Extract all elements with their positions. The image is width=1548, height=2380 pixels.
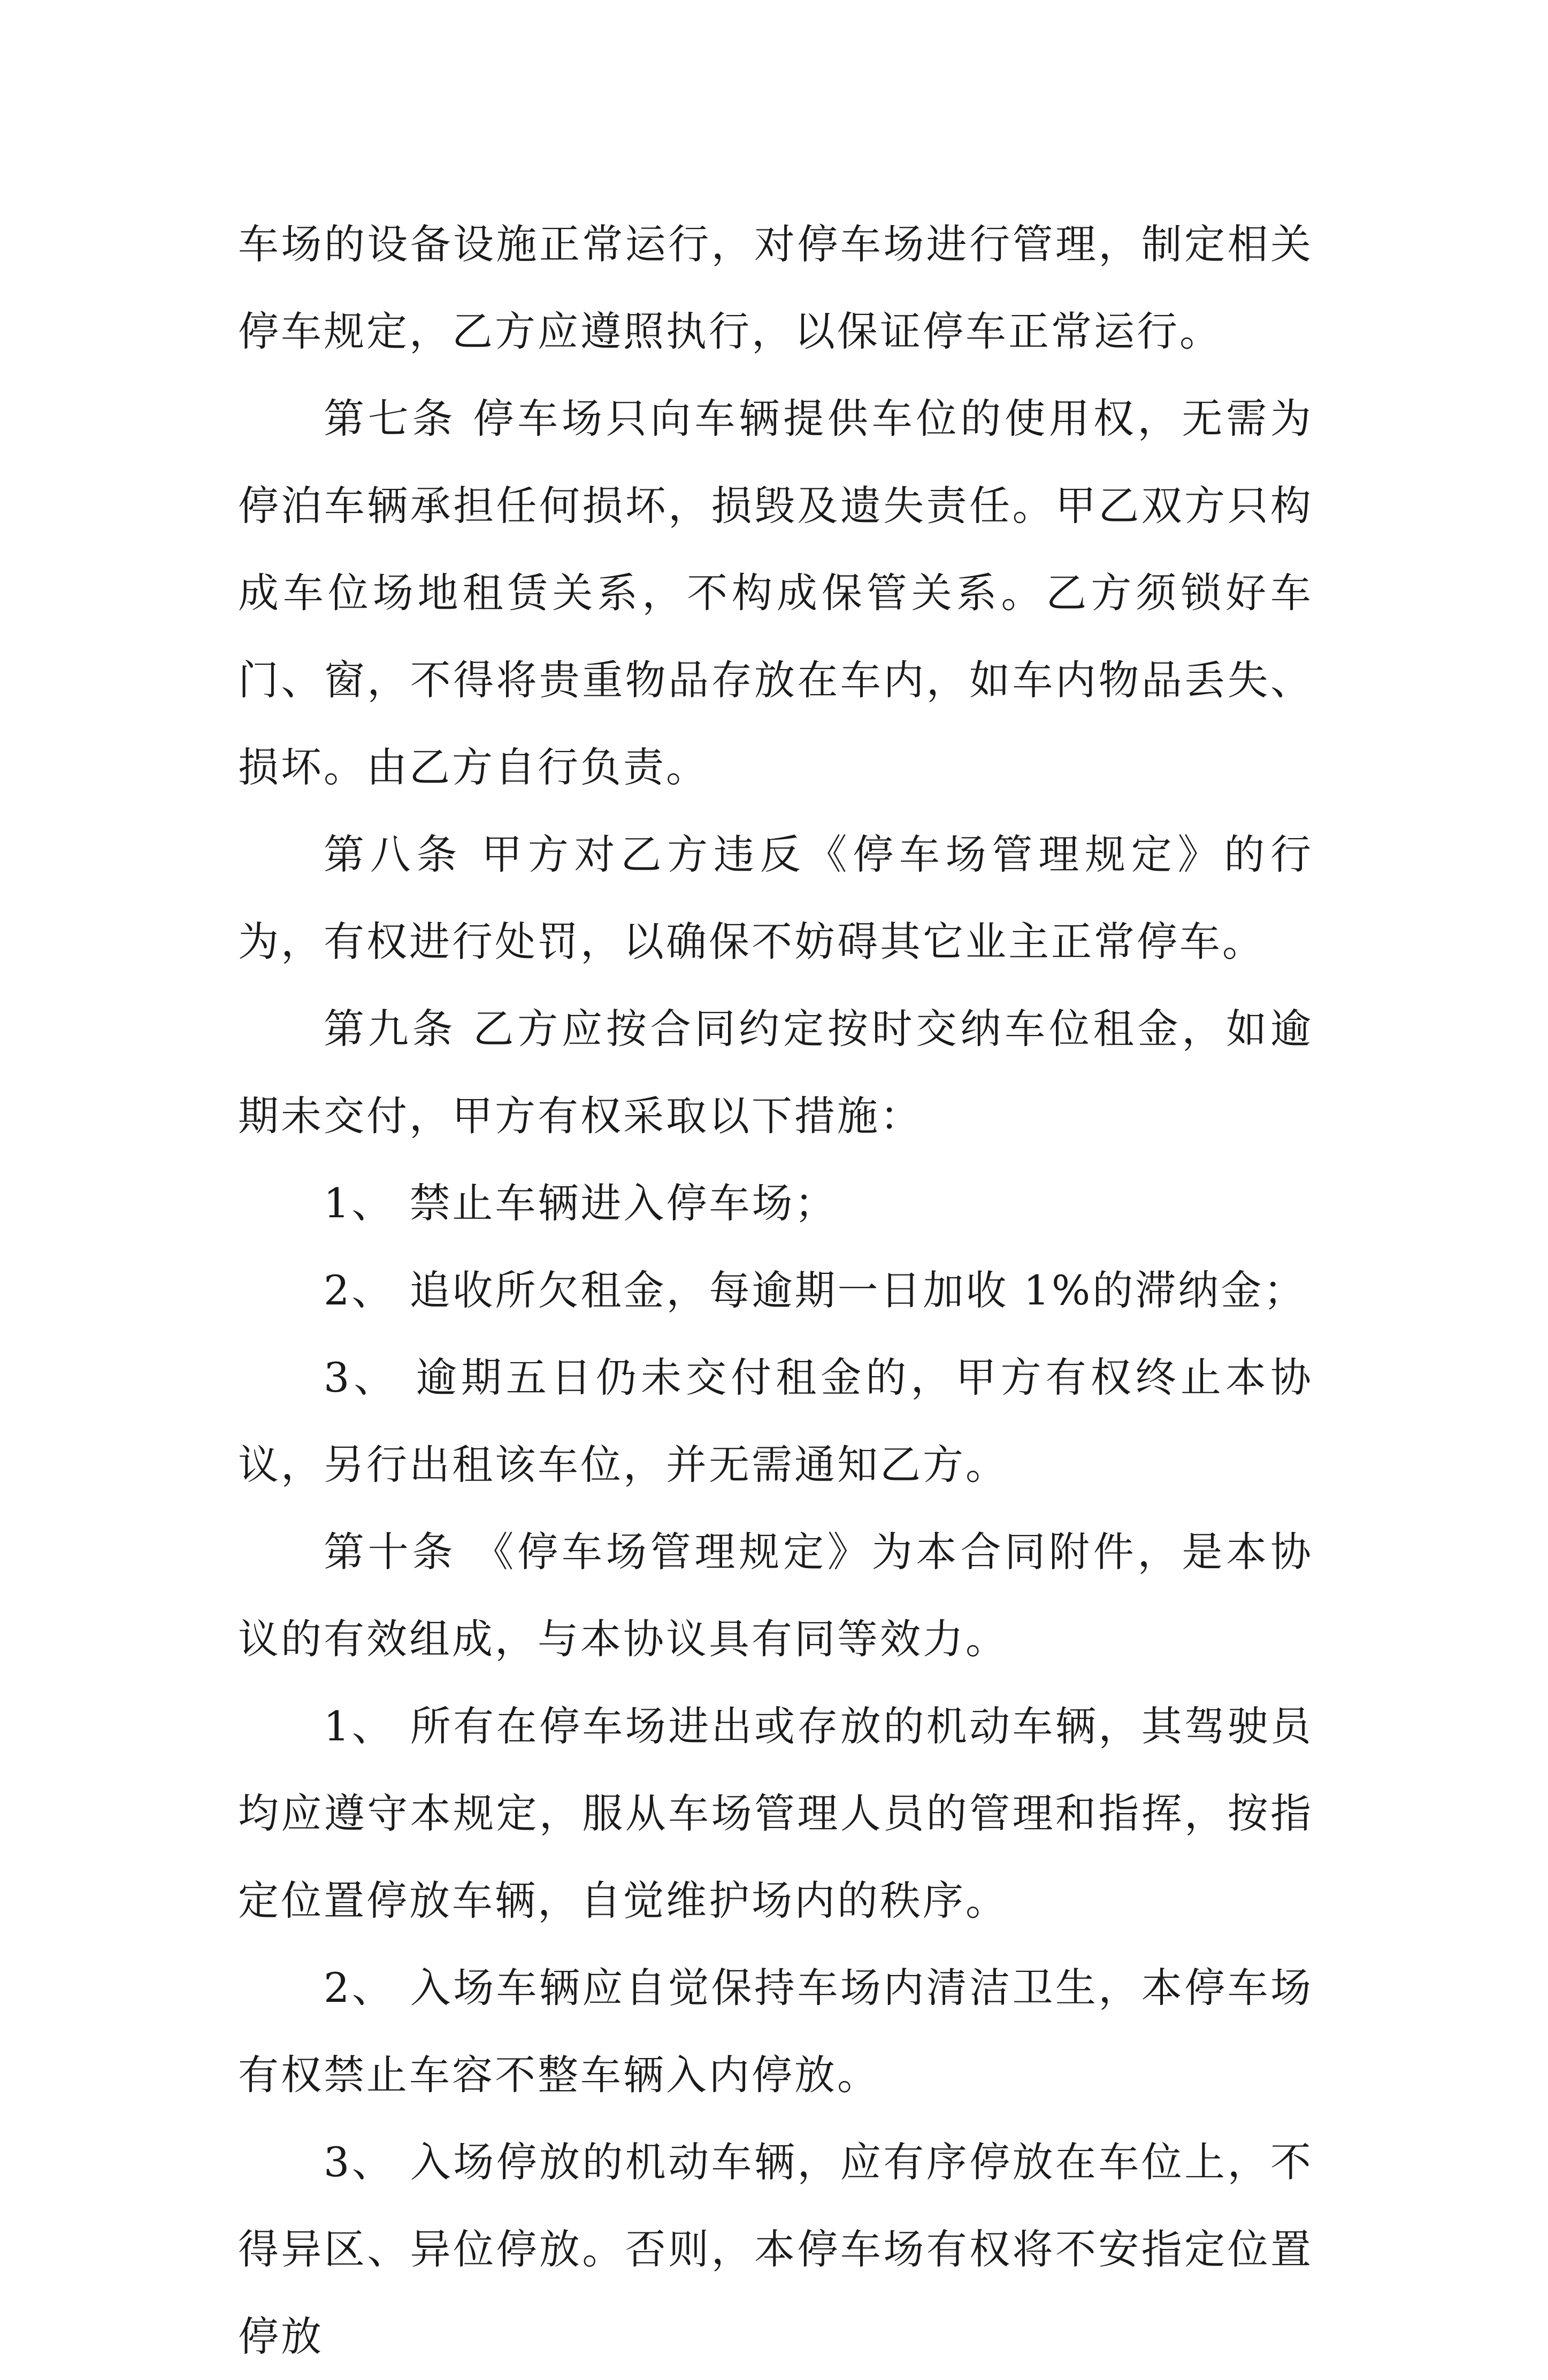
paragraph-article-7: 第七条 停车场只向车辆提供车位的使用权，无需为停泊车辆承担任何损坏，损毁及遗失责任。甲乙双方只构成车位场地租赁关系，不构成保管关系。乙方须锁好车门、窗，不得将贵重物品存放在车内，如车内物品丢失、损坏。由乙方自行负责。 [238,395,1313,791]
paragraph-continued-facilities: 车场的设备设施正常运行，对停车场进行管理，制定相关停车规定，乙方应遵照执行，以保证停车正常运行。 [238,220,1313,355]
paragraph-article-9: 第九条 乙方应按合同约定按时交纳车位租金，如逾期未交付，甲方有权采取以下措施： [238,1005,1313,1140]
list-item-article-10-1: 1、 所有在停车场进出或存放的机动车辆，其驾驶员均应遵守本规定，服从车场管理人员的管理和指挥，按指定位置停放车辆，自觉维护场内的秩序。 [238,1702,1313,1924]
list-item-article-9-2: 2、 追收所欠租金，每逾期一日加收 1%的滞纳金； [324,1266,1307,1314]
document-body [238,201,1313,2380]
list-item-article-10-2: 2、 入场车辆应自觉保持车场内清洁卫生，本停车场有权禁止车容不整车辆入内停放。 [238,1964,1313,2099]
list-item-article-9-1: 1、 禁止车辆进入停车场； [324,1179,838,1227]
paragraph-article-8: 第八条 甲方对乙方违反《停车场管理规定》的行为，有权进行处罚，以确保不妨碍其它业主正常停车。 [238,831,1313,965]
list-item-article-10-3: 3、 入场停放的机动车辆，应有序停放在车位上，不得异区、异位停放。否则，本停车场有权将不安指定位置停放 [238,2138,1313,2360]
paragraph-article-10: 第十条 《停车场管理规定》为本合同附件，是本协议的有效组成，与本协议具有同等效力。 [238,1528,1313,1663]
list-item-article-9-3: 3、 逾期五日仍未交付租金的，甲方有权终止本协议，另行出租该车位，并无需通知乙方。 [238,1354,1313,1488]
